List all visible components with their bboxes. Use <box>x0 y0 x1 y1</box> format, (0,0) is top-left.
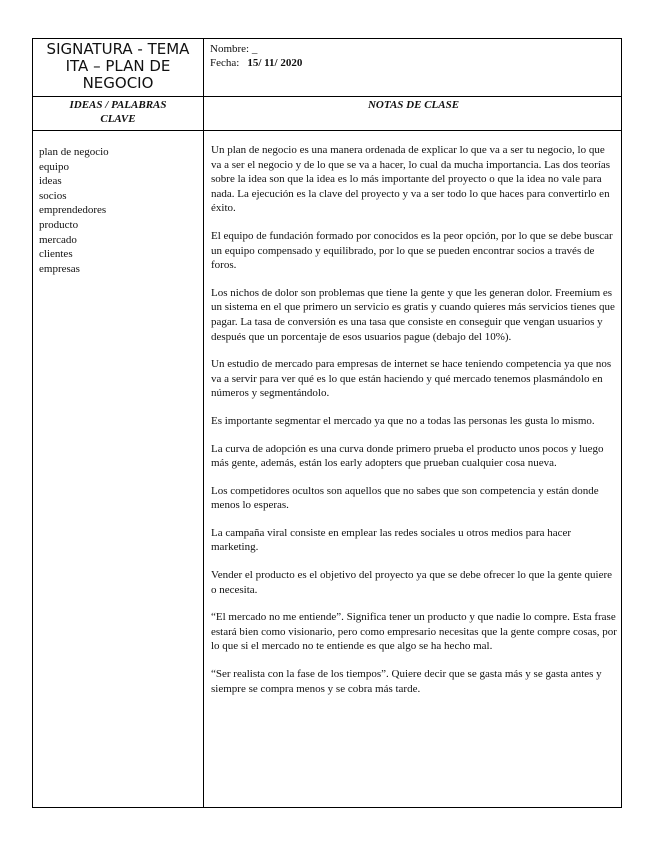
note-paragraph: El equipo de fundación formado por conocidos es la peor opción, por lo que se debe buscar un equipo compensado y equilibrado, por lo que se pueden encontrar socios a través de foros. <box>211 229 613 272</box>
name-field: Nombre: _ <box>210 43 258 55</box>
keywords-header-line: CLAVE <box>100 113 136 125</box>
date-field <box>210 56 302 70</box>
keyword-item: producto <box>39 218 79 231</box>
student-info <box>210 42 302 70</box>
keyword-item: clientes <box>39 248 73 261</box>
note-paragraph: Vender el producto es el objetivo del proyecto ya que se debe ofrecer lo que la gente quiere o necesita. <box>211 569 613 596</box>
column-divider <box>203 39 204 807</box>
note-paragraph: Un plan de negocio es una manera ordenada de explicar lo que va a ser tu negocio, lo que va a ser el negocio y de lo que se va a hacer, lo cual da mucha importancia. Las dos teorías sobre la idea son que la idea es lo más importante del proyecto o que la idea no vale para nada. La ejecución es la clave del proyecto y va a ser todo lo que haces para convertirlo en éxito. <box>211 144 611 215</box>
subject-title-line: SIGNATURA - TEMA <box>46 40 190 58</box>
note-paragraph: “El mercado no me entiende”. Significa tener un producto y que nadie lo compre. Esta frase estará bien como visionario, pero como empresario necesitas que la gente compre cosas, por lo que si el mercado no te entiende es que algo se ha hecho mal. <box>211 611 617 653</box>
keyword-item: emprendedores <box>39 204 107 217</box>
note-paragraph: La campaña viral consiste en emplear las redes sociales u otros medios para hacer marketing. <box>211 526 572 554</box>
note-paragraph: “Ser realista con la fase de los tiempos”. Quiere decir que se gasta más y se gasta antes y siempre se compra menos y se cobra más tarde. <box>211 668 602 695</box>
subject-title-line: ITA – PLAN DE <box>65 57 171 75</box>
note-paragraph: Los competidores ocultos son aquellos que no sabes que son competencia y están donde menos lo esperas. <box>211 484 599 512</box>
note-paragraph: Un estudio de mercado para empresas de internet se hace teniendo competencia ya que nos va a servir para ver qué es lo que están haciendo y qué mercado tenemos plasmándolo en números y segmentándolo. <box>211 358 612 400</box>
keyword-item: ideas <box>39 175 62 188</box>
class-notes <box>211 143 617 709</box>
keywords-header-line: IDEAS / PALABRAS <box>69 99 167 111</box>
date-value: 15/ 11/ 2020 <box>247 57 303 69</box>
keyword-item: mercado <box>39 233 77 246</box>
keyword-item: plan de negocio <box>39 146 109 158</box>
note-paragraph: La curva de adopción es una curva donde primero prueba el producto unos pocos y luego más gente, además, están los early adopters que prueban cualquier cosa nueva. <box>211 442 604 470</box>
date-label: Fecha: <box>210 57 240 69</box>
column-header-divider <box>33 130 621 131</box>
cornell-notes-table <box>32 38 622 808</box>
header-divider <box>33 96 621 97</box>
keyword-item: equipo <box>39 160 69 173</box>
keywords-column-header <box>53 98 183 126</box>
keyword-list <box>39 145 109 276</box>
subject-title-line: NEGOCIO <box>82 74 154 92</box>
note-paragraph: Los nichos de dolor son problemas que tiene la gente y que les generan dolor. Freemium es un sistema en el que primero un servicio es gratis y cuando quieres más servicios tienes que pagar. La tasa de conversión es una tasa que consiste en conseguir que vengan usuarios y después que un porcentaje de esos usuarios pague (debajo del 10%). <box>211 286 615 343</box>
note-paragraph: Es importante segmentar el mercado ya que no a todas las personas les gusta lo mismo. <box>211 414 595 427</box>
subject-title <box>33 41 203 92</box>
notes-column-header: NOTAS DE CLASE <box>367 99 460 111</box>
keyword-item: empresas <box>39 262 80 275</box>
keyword-item: socios <box>39 189 67 202</box>
